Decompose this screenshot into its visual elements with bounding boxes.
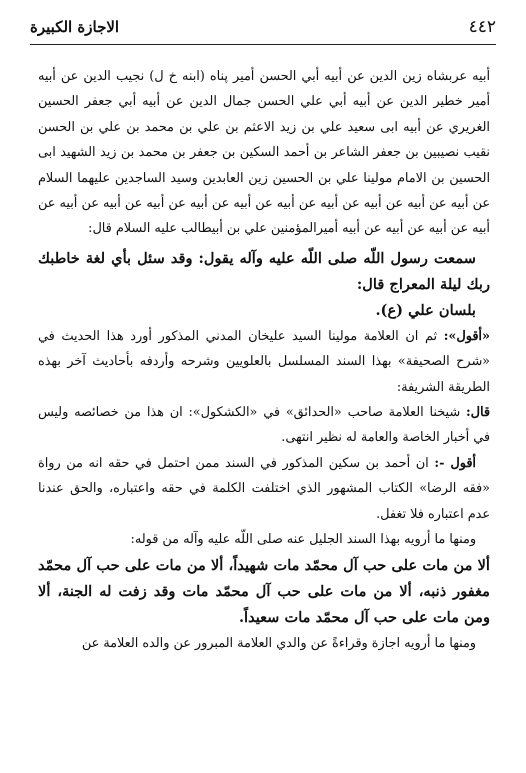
page-header — [30, 14, 496, 40]
commentary-text-2: شيخنا العلامة صاحب «الحدائق» في «الكشكول»: ان هذا من خصائصه وليس في أخبار الخاصة والعامة له نظير انتهى. — [38, 405, 490, 446]
isnad-paragraph: أبيه عربشاه زين الدين عن أبيه أبي الحسن أمير پناه (ابنه خ ل) نجيب الدين عن أبيه أمير خطير الدين عن أبيه أبي علي الحسن جمال الدين عن أبيه أبي جعفر الحسين الغريري عن أبيه ابى سعيد علي بن زيد الاعثم بن علي بن محمد بن علي بن الحسن نقيب نصيبين بن جعفر الشاعر بن أحمد السكين بن جعفر بن محمد بن زيد الشهيد ابى الحسين بن الامام مولينا علي بن الحسين زين العابدين وسيد الساجدين عليهما السلام عن أبيه عن أبيه عن أبيه عن أبيه عن أبيه عن أبيه عن أبيه عن أبيه عن أبيه عن أبيه عن أبيه عن أبيه عن أبيه عن أبيه أميرالمؤمنين علي بن أبيطالب عليه السلام قال: — [38, 69, 490, 237]
commentary-paragraph-1 — [38, 324, 490, 400]
page-number: ٤٤٢ — [468, 17, 496, 37]
page-body — [38, 64, 490, 656]
narration-intro: ومنها ما أرويه بهذا السند الجليل عنه صلى اللّه عليه وآله من قوله: — [130, 532, 476, 548]
commentary-text-3: ان أحمد بن سكين المذكور في السند ممن احتمل في حقه انه من رواة «فقه الرضا» الكتاب المشهور الذي اختلفت الكلمة في حقه واعتباره، والحق عندنا عدم اعتباره فلا تغفل. — [38, 455, 490, 522]
hadith-love-of-family: ألا من مات على حب آل محمّد مات شهيداً، ألا من مات على حب آل محمّد مغفور ذنبه، ألا من مات على حب آل محمّد مات وقد زفت له الجنة، ألا ومن مات على حب آل محمّد مات سعيداً. — [38, 556, 490, 626]
hadith-answer: بلسان علي (ع). — [375, 301, 476, 319]
commentary-paragraph-2 — [38, 400, 490, 451]
commentary-lead-2: قال: — [465, 405, 490, 421]
commentary-lead-1: «أقول»: — [443, 328, 490, 344]
header-rule — [30, 44, 496, 45]
running-title: الاجازة الكبيرة — [30, 18, 120, 36]
closing-paragraph: ومنها ما أرويه اجازة وقراءةً عن والدي العلامة المبرور عن والده العلامة عن — [81, 635, 476, 651]
hadith-question: سمعت رسول اللّه صلى اللّه عليه وآله يقول: وقد سئل بأي لغة خاطبك ربك ليلة المعراج قال: — [38, 249, 490, 293]
commentary-text-1: ثم ان العلامة مولينا السيد عليخان المدني المذكور أورد هذا الحديث في «شرح الصحيفة» بهذا السند المسلسل بالعلويين وشرحه وأردفه بأحاديث آخر بهذه الطريقة الشريفة: — [38, 328, 490, 395]
commentary-paragraph-3 — [38, 451, 490, 527]
commentary-lead-3: أقول -: — [434, 455, 476, 471]
